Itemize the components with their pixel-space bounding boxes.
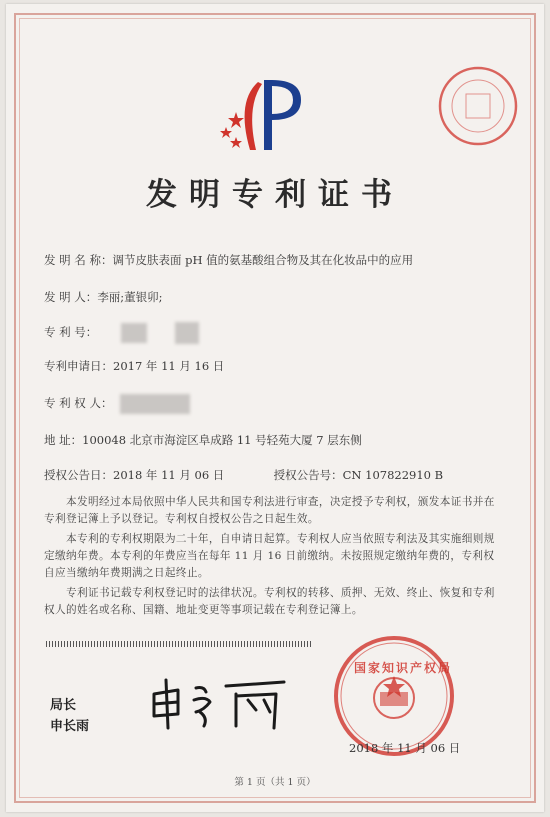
paragraph-3: 专利证书记载专利权登记时的法律状况。专利权的转移、质押、无效、终止、恢复和专利权人的姓名或名称、国籍、地址变更等事项记载在专利登记簿上。 — [44, 587, 495, 617]
patent-logo-icon — [206, 72, 326, 162]
patent-number-label: 专 利 号： — [44, 325, 98, 339]
patentee-row — [44, 394, 190, 414]
address-row — [44, 432, 362, 448]
grant-date-label: 授权公告日： — [44, 468, 113, 482]
grant-number-value: CN 107822910 B — [342, 468, 444, 482]
paragraph-2: 本专利的专利权期限为二十年，自申请日起算。专利权人应当依照专利法及其实施细则规定缴纳年费。本专利的年费应当在每年 11 月 16 日前缴纳。未按照规定缴纳年费的，专利权自应当缴纳年费期满之日起终止。 — [44, 533, 495, 580]
address-value: 100048 北京市海淀区阜成路 11 号轻苑大厦 7 层东侧 — [82, 433, 362, 447]
patentee-label: 专 利 权 人： — [44, 396, 113, 410]
inventor-label: 发 明 人： — [44, 290, 98, 304]
filing-date-row — [44, 358, 224, 374]
certificate-page — [6, 4, 544, 812]
address-label: 地 址： — [44, 433, 83, 447]
paragraph-1: 本发明经过本局依照中华人民共和国专利法进行审查，决定授予专利权，颁发本证书并在专利登记簿上予以登记。专利权自授权公告之日起生效。 — [44, 496, 495, 526]
grant-number-label: 授权公告号： — [273, 468, 343, 482]
seal-date: 2018 年 11 月 06 日 — [349, 741, 461, 755]
redacted-block — [175, 322, 199, 344]
inventor-value: 李丽;董银卯; — [97, 290, 163, 304]
grant-date-value: 2018 年 11 月 06 日 — [113, 468, 225, 482]
filing-date-value: 2017 年 11 月 16 日 — [113, 359, 225, 373]
inventor-row — [44, 289, 163, 305]
redacted-block — [121, 323, 147, 343]
certificate-title: 发明专利证书 — [146, 177, 404, 213]
invention-name-value: 调节皮肤表面 pH 值的氨基酸组合物及其在化妆品中的应用 — [112, 253, 414, 267]
filing-date-label: 专利申请日： — [44, 359, 113, 373]
director-name: 申长雨 — [50, 719, 90, 734]
invention-name-row — [44, 252, 413, 268]
invention-name-label: 发 明 名 称： — [44, 253, 113, 267]
seal-text: 国家知识产权局 — [354, 661, 453, 675]
grant-row — [44, 467, 443, 483]
director-title: 局长 — [50, 698, 77, 713]
patent-number-row — [44, 322, 199, 344]
redacted-block — [120, 394, 190, 414]
agency-seal-stamp-icon — [436, 64, 521, 149]
barcode — [46, 641, 311, 647]
page-number: 第 1 页（共 1 页） — [234, 777, 316, 788]
director-signature-icon — [144, 666, 294, 736]
